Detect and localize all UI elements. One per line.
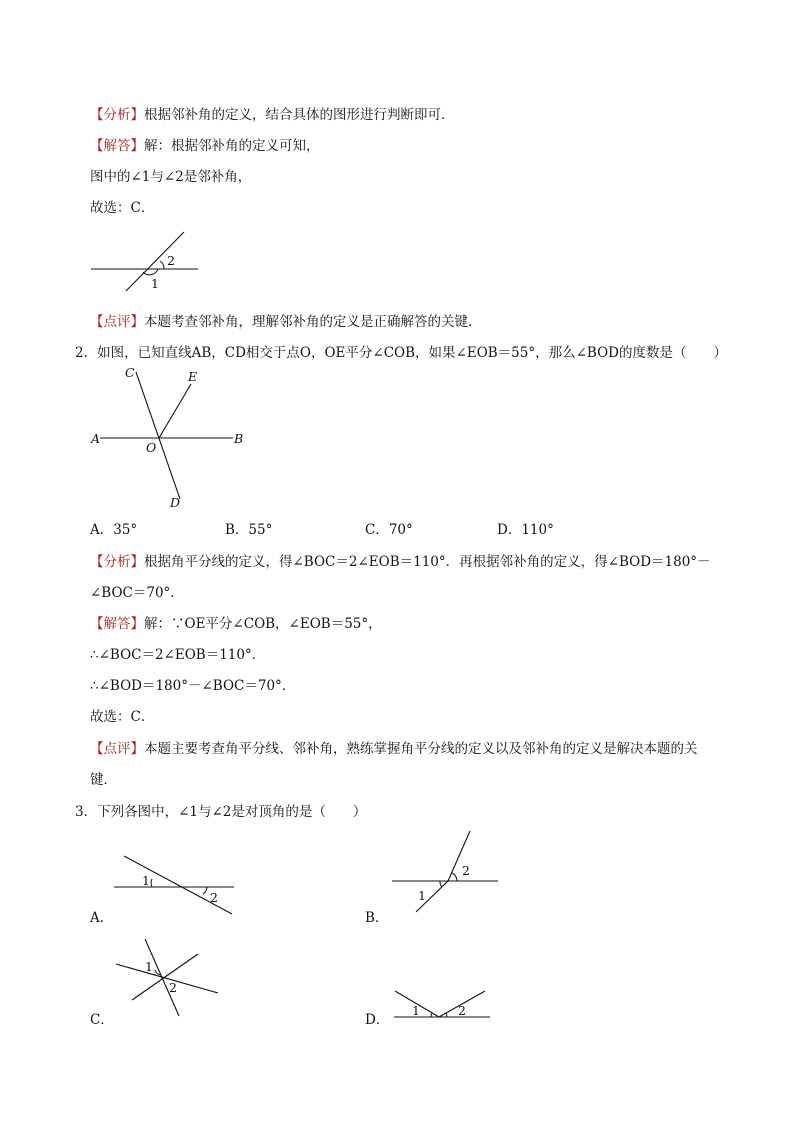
fig-a-angle1-label: 1 bbox=[142, 873, 150, 888]
q2-answer: 【解答】解：∵OE平分∠COB，∠EOB＝55°， bbox=[90, 616, 382, 632]
q3-figure-d bbox=[390, 982, 500, 1027]
q1-answer-line2: 图中的∠1与∠2是邻补角， bbox=[90, 169, 252, 185]
q2-step1: ∴∠BOC＝2∠EOB＝110°． bbox=[90, 647, 266, 663]
analysis-tag: 【分析】 bbox=[90, 107, 144, 123]
q3-option-d: D． bbox=[365, 1012, 390, 1028]
q2-choice: 故选：C． bbox=[90, 709, 155, 725]
fig-d-angle2-label: 2 bbox=[458, 1003, 466, 1018]
point-c-label: C bbox=[125, 365, 135, 380]
q2-step2: ∴∠BOD＝180°－∠BOC＝70°． bbox=[90, 678, 296, 694]
q1-choice: 故选：C． bbox=[90, 200, 155, 216]
fig-b-angle1-label: 1 bbox=[418, 888, 426, 903]
q2-figure bbox=[88, 364, 258, 514]
fig-d-angle1-label: 1 bbox=[412, 1003, 420, 1018]
q2-option-c: C．70° bbox=[365, 522, 413, 538]
q3-figure-c bbox=[112, 936, 227, 1021]
q2-comment: 【点评】本题主要考查角平分线、邻补角，熟练掌握角平分线的定义以及邻补角的定义是解决本题的关 bbox=[90, 741, 698, 757]
q3-stem: 3．下列各图中，∠1与∠2是对顶角的是（ ） bbox=[75, 804, 367, 820]
q3-option-b: B． bbox=[365, 910, 389, 926]
q3-figure-a bbox=[110, 850, 240, 920]
q1-angle2-label: 2 bbox=[167, 253, 175, 268]
q1-analysis: 【分析】根据邻补角的定义，结合具体的图形进行判断即可． bbox=[90, 107, 455, 123]
fig-c-angle2-label: 2 bbox=[169, 980, 177, 995]
fig-b-angle2-label: 2 bbox=[462, 863, 470, 878]
q1-figure bbox=[88, 226, 203, 296]
point-a-label: A bbox=[91, 431, 101, 446]
q2-option-b: B．55° bbox=[225, 522, 273, 538]
q3-figure-b bbox=[390, 828, 510, 918]
answer-tag: 【解答】 bbox=[90, 138, 144, 154]
q2-analysis: 【分析】根据角平分线的定义，得∠BOC＝2∠EOB＝110°．再根据邻补角的定义，得∠BOD＝180°－ bbox=[90, 554, 711, 570]
point-e-label: E bbox=[188, 369, 198, 384]
q2-option-a: A．35° bbox=[90, 522, 138, 538]
q1-comment: 【点评】本题考查邻补角，理解邻补角的定义是正确解答的关键． bbox=[90, 314, 482, 330]
q1-angle1-label: 1 bbox=[151, 276, 159, 291]
q3-option-c: C． bbox=[90, 1012, 114, 1028]
point-o-label: O bbox=[146, 440, 157, 455]
point-b-label: B bbox=[234, 431, 244, 446]
q2-analysis-cont: ∠BOC＝70°． bbox=[90, 585, 184, 601]
q2-option-d: D．110° bbox=[497, 522, 554, 538]
answer-tag: 【解答】 bbox=[90, 616, 144, 632]
q2-comment-cont: 键． bbox=[90, 772, 117, 788]
comment-tag: 【点评】 bbox=[90, 314, 144, 330]
point-d-label: D bbox=[170, 495, 181, 510]
fig-a-angle2-label: 2 bbox=[210, 890, 218, 905]
comment-tag: 【点评】 bbox=[90, 741, 144, 757]
analysis-tag: 【分析】 bbox=[90, 554, 144, 570]
q1-answer: 【解答】解：根据邻补角的定义可知， bbox=[90, 138, 320, 154]
fig-c-angle1-label: 1 bbox=[145, 959, 153, 974]
q2-stem: 2．如图，已知直线AB，CD相交于点O，OE平分∠COB，如果∠EOB＝55°，那么∠BOD的度数是（ ） bbox=[75, 345, 727, 361]
q3-option-a: A． bbox=[90, 910, 114, 926]
